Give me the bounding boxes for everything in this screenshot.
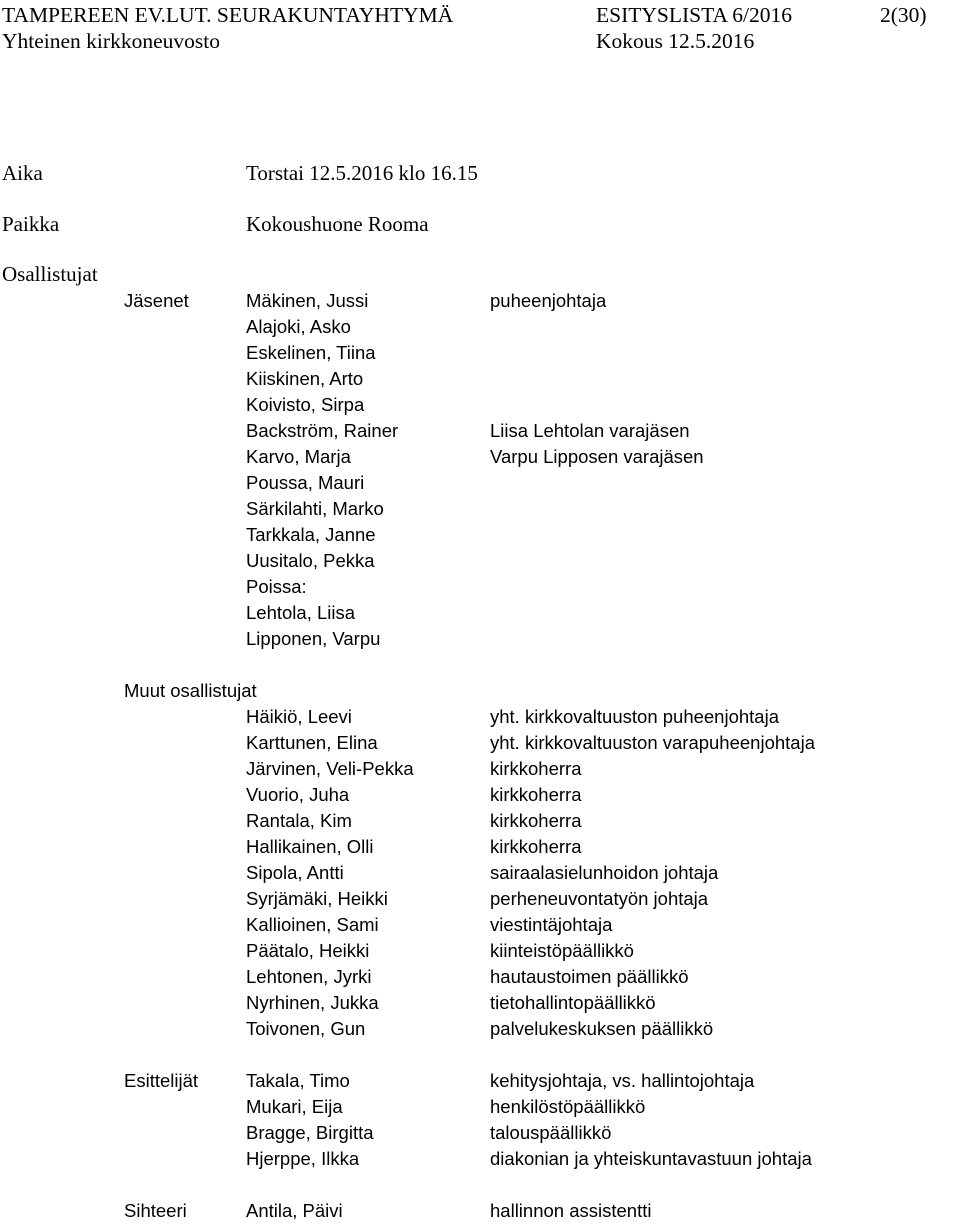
members-label: Jäsenet bbox=[124, 290, 189, 311]
time-label: Aika bbox=[2, 161, 43, 185]
participant-role: Varpu Lipposen varajäsen bbox=[490, 446, 704, 467]
participant-name: Uusitalo, Pekka bbox=[246, 550, 375, 571]
participant-name: Hjerppe, Ilkka bbox=[246, 1148, 360, 1169]
participant-name: Syrjämäki, Heikki bbox=[246, 888, 388, 909]
participant-name: Karttunen, Elina bbox=[246, 732, 378, 753]
participant-name: Lipponen, Varpu bbox=[246, 628, 381, 649]
secretary-role-list bbox=[490, 1198, 651, 1224]
participant-name: Päätalo, Heikki bbox=[246, 940, 370, 961]
participant-role: perheneuvontatyön johtaja bbox=[490, 888, 709, 909]
participant-role: kirkkoherra bbox=[490, 758, 582, 779]
participant-role: yht. kirkkovaltuuston varapuheenjohtaja bbox=[490, 732, 815, 753]
participant-name: Kallioinen, Sami bbox=[246, 914, 379, 935]
participant-role: yht. kirkkovaltuuston puheenjohtaja bbox=[490, 706, 779, 727]
participant-name: Poissa: bbox=[246, 576, 307, 597]
others-name-list bbox=[246, 704, 414, 1042]
secretary-name-list bbox=[246, 1198, 343, 1224]
page-number: 2(30) bbox=[880, 3, 927, 27]
participant-name: Kiiskinen, Arto bbox=[246, 368, 364, 389]
participant-role: Liisa Lehtolan varajäsen bbox=[490, 420, 690, 441]
place-label: Paikka bbox=[2, 212, 60, 236]
participant-role bbox=[490, 496, 704, 522]
participant-role: sairaalasielunhoidon johtaja bbox=[490, 862, 719, 883]
organization-name: TAMPEREEN EV.LUT. SEURAKUNTAYHTYMÄ bbox=[2, 3, 454, 27]
participant-name: Häikiö, Leevi bbox=[246, 706, 352, 727]
secretary-label: Sihteeri bbox=[124, 1200, 187, 1221]
participant-role: viestintäjohtaja bbox=[490, 914, 613, 935]
participant-name: Hallikainen, Olli bbox=[246, 836, 374, 857]
participant-name: Tarkkala, Janne bbox=[246, 524, 376, 545]
participant-name: Backström, Rainer bbox=[246, 420, 399, 441]
time-value: Torstai 12.5.2016 klo 16.15 bbox=[246, 161, 478, 185]
participant-role: talouspäällikkö bbox=[490, 1122, 612, 1143]
members-name-list bbox=[246, 288, 398, 652]
agenda-number: ESITYSLISTA 6/2016 bbox=[596, 3, 792, 27]
participant-name: Nyrhinen, Jukka bbox=[246, 992, 379, 1013]
participant-role bbox=[490, 600, 704, 626]
participant-role bbox=[490, 340, 704, 366]
participant-role bbox=[490, 548, 704, 574]
participant-name: Sipola, Antti bbox=[246, 862, 344, 883]
others-role-list bbox=[490, 704, 815, 1042]
presenters-label: Esittelijät bbox=[124, 1070, 199, 1091]
presenters-role-list bbox=[490, 1068, 812, 1172]
meeting-date: Kokous 12.5.2016 bbox=[596, 29, 755, 53]
members-role-list bbox=[490, 288, 704, 652]
participant-role bbox=[490, 574, 704, 600]
other-participants-label: Muut osallistujat bbox=[124, 680, 257, 701]
participant-role: kirkkoherra bbox=[490, 836, 582, 857]
participant-role: hautaustoimen päällikkö bbox=[490, 966, 689, 987]
participant-name: Rantala, Kim bbox=[246, 810, 352, 831]
participant-role: kirkkoherra bbox=[490, 784, 582, 805]
participant-role bbox=[490, 314, 704, 340]
participant-name: Lehtola, Liisa bbox=[246, 602, 356, 623]
participant-role: tietohallintopäällikkö bbox=[490, 992, 656, 1013]
participant-name: Karvo, Marja bbox=[246, 446, 351, 467]
participant-name: Antila, Päivi bbox=[246, 1200, 343, 1221]
participant-name: Koivisto, Sirpa bbox=[246, 394, 365, 415]
presenters-name-list bbox=[246, 1068, 374, 1172]
participant-role bbox=[490, 522, 704, 548]
participant-role: kiinteistöpäällikkö bbox=[490, 940, 634, 961]
participant-role: kirkkoherra bbox=[490, 810, 582, 831]
participant-role: puheenjohtaja bbox=[490, 290, 607, 311]
participant-name: Vuorio, Juha bbox=[246, 784, 350, 805]
participant-role: kehitysjohtaja, vs. hallintojohtaja bbox=[490, 1070, 755, 1091]
participant-role bbox=[490, 366, 704, 392]
participant-name: Eskelinen, Tiina bbox=[246, 342, 376, 363]
participants-label: Osallistujat bbox=[2, 262, 98, 286]
participant-name: Alajoki, Asko bbox=[246, 316, 351, 337]
participant-role bbox=[490, 392, 704, 418]
participant-name: Särkilahti, Marko bbox=[246, 498, 384, 519]
participant-role: henkilöstöpäällikkö bbox=[490, 1096, 646, 1117]
participant-name: Takala, Timo bbox=[246, 1070, 350, 1091]
participant-name: Mäkinen, Jussi bbox=[246, 290, 369, 311]
participant-name: Poussa, Mauri bbox=[246, 472, 365, 493]
participant-name: Toivonen, Gun bbox=[246, 1018, 366, 1039]
participant-name: Lehtonen, Jyrki bbox=[246, 966, 372, 987]
participant-role: diakonian ja yhteiskuntavastuun johtaja bbox=[490, 1148, 812, 1169]
meeting-info bbox=[0, 0, 960, 260]
participant-name: Järvinen, Veli-Pekka bbox=[246, 758, 414, 779]
participant-role bbox=[490, 626, 704, 652]
participant-role: palvelukeskuksen päällikkö bbox=[490, 1018, 714, 1039]
participant-role bbox=[490, 470, 704, 496]
participant-name: Bragge, Birgitta bbox=[246, 1122, 374, 1143]
participant-name: Mukari, Eija bbox=[246, 1096, 343, 1117]
participant-role: hallinnon assistentti bbox=[490, 1200, 652, 1221]
place-value: Kokoushuone Rooma bbox=[246, 212, 429, 236]
council-name: Yhteinen kirkkoneuvosto bbox=[2, 29, 220, 53]
